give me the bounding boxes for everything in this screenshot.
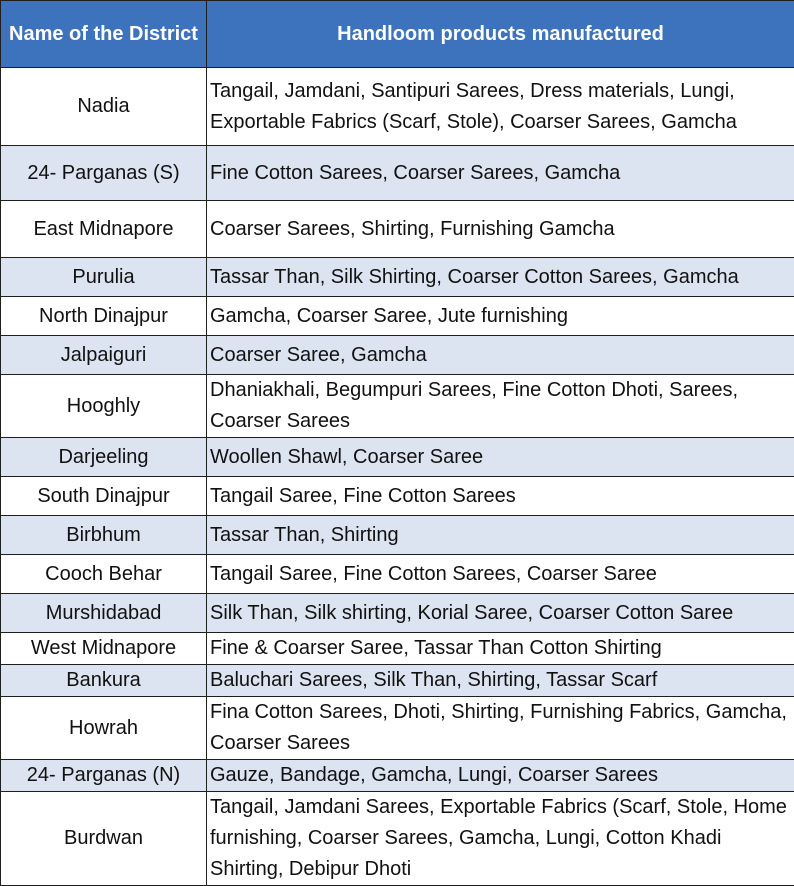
table-row xyxy=(1,297,794,336)
products-cell: Dhaniakhali, Begumpuri Sarees, Fine Cotton Dhoti, Sarees, Coarser Sarees xyxy=(207,375,794,438)
table-row xyxy=(1,792,794,886)
products-cell: Coarser Saree, Gamcha xyxy=(207,336,794,375)
district-cell: Murshidabad xyxy=(1,594,207,633)
products-cell: Baluchari Sarees, Silk Than, Shirting, Tassar Scarf xyxy=(207,665,794,697)
district-cell: 24- Parganas (N) xyxy=(1,760,207,792)
table-row xyxy=(1,633,794,665)
products-cell: Coarser Sarees, Shirting, Furnishing Gamcha xyxy=(207,201,794,258)
table-row xyxy=(1,697,794,760)
products-cell: Tangail Saree, Fine Cotton Sarees, Coarser Saree xyxy=(207,555,794,594)
district-cell: 24- Parganas (S) xyxy=(1,146,207,201)
table-row xyxy=(1,375,794,438)
table-row xyxy=(1,146,794,201)
district-cell: North Dinajpur xyxy=(1,297,207,336)
table-row xyxy=(1,68,794,146)
products-cell: Fine & Coarser Saree, Tassar Than Cotton Shirting xyxy=(207,633,794,665)
district-cell: Birbhum xyxy=(1,516,207,555)
table-row xyxy=(1,760,794,792)
table-row xyxy=(1,477,794,516)
products-cell: Fina Cotton Sarees, Dhoti, Shirting, Furnishing Fabrics, Gamcha, Coarser Sarees xyxy=(207,697,794,760)
table-row xyxy=(1,665,794,697)
products-cell: Silk Than, Silk shirting, Korial Saree, Coarser Cotton Saree xyxy=(207,594,794,633)
products-cell: Gauze, Bandage, Gamcha, Lungi, Coarser Sarees xyxy=(207,760,794,792)
table-row xyxy=(1,201,794,258)
district-cell: Purulia xyxy=(1,258,207,297)
district-cell: Bankura xyxy=(1,665,207,697)
table-row xyxy=(1,594,794,633)
district-cell: East Midnapore xyxy=(1,201,207,258)
district-cell: Howrah xyxy=(1,697,207,760)
district-cell: Cooch Behar xyxy=(1,555,207,594)
header-row xyxy=(1,1,794,68)
products-cell: Tangail, Jamdani Sarees, Exportable Fabrics (Scarf, Stole, Home furnishing, Coarser Sarees, Gamcha, Lungi, Cotton Khadi Shirting, Debipur Dhoti xyxy=(207,792,794,886)
products-cell: Gamcha, Coarser Saree, Jute furnishing xyxy=(207,297,794,336)
products-cell: Tassar Than, Silk Shirting, Coarser Cotton Sarees, Gamcha xyxy=(207,258,794,297)
table-row xyxy=(1,438,794,477)
header-products: Handloom products manufactured xyxy=(207,1,794,68)
header-district: Name of the District xyxy=(1,1,207,68)
products-cell: Tangail Saree, Fine Cotton Sarees xyxy=(207,477,794,516)
table-row xyxy=(1,258,794,297)
district-cell: Darjeeling xyxy=(1,438,207,477)
district-cell: Nadia xyxy=(1,68,207,146)
table-body xyxy=(1,68,794,886)
district-cell: Burdwan xyxy=(1,792,207,886)
products-cell: Fine Cotton Sarees, Coarser Sarees, Gamcha xyxy=(207,146,794,201)
products-cell: Woollen Shawl, Coarser Saree xyxy=(207,438,794,477)
products-cell: Tassar Than, Shirting xyxy=(207,516,794,555)
table-row xyxy=(1,516,794,555)
table-row xyxy=(1,336,794,375)
district-cell: Hooghly xyxy=(1,375,207,438)
products-cell: Tangail, Jamdani, Santipuri Sarees, Dress materials, Lungi, Exportable Fabrics (Scarf, Stole), Coarser Sarees, Gamcha xyxy=(207,68,794,146)
district-cell: South Dinajpur xyxy=(1,477,207,516)
table-header xyxy=(1,1,794,68)
district-cell: Jalpaiguri xyxy=(1,336,207,375)
district-cell: West Midnapore xyxy=(1,633,207,665)
table-row xyxy=(1,555,794,594)
